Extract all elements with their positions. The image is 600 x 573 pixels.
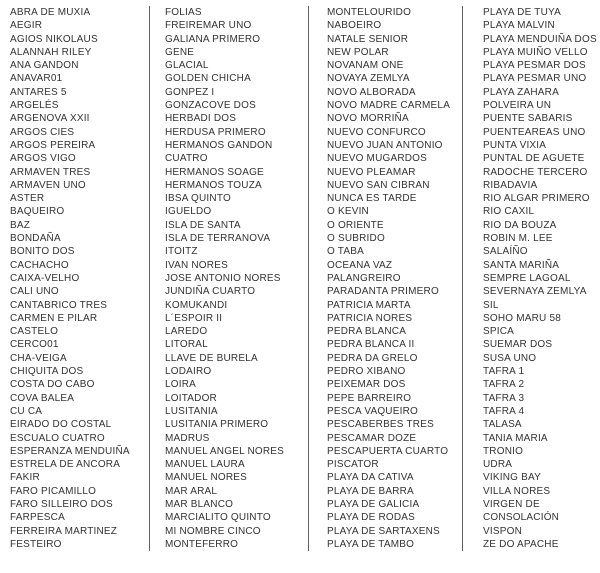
list-item: CU CA [10,405,43,417]
list-item: IBSA QUINTO [165,193,231,205]
list-item: PATRICIA NORES [327,312,413,324]
list-item: MANUEL LAURA [165,459,245,471]
list-item: FERREIRA MARTINEZ [10,525,118,537]
list-item: LUSITANIA [165,405,218,417]
list-item: TAFRA 3 [483,392,525,404]
list-item: FOLIAS [165,7,202,18]
list-item: ARMAVEN UNO [10,179,86,191]
list-item: PEDRA BLANCA [327,326,407,338]
list-item: BONITO DOS [10,246,75,258]
list-item: PALANGREIRO [327,272,401,284]
list-item: AEGIR [10,20,43,32]
list-item: FAKIR [10,472,40,484]
list-item: BAQUEIRO [10,206,65,218]
list-item: JUNDIÑA CUARTO [165,286,256,298]
list-item: MANUEL ANGEL NORES [165,445,285,457]
list-item: PEDRA DA GRELO [327,352,418,364]
list-item: HERBADI DOS [165,113,237,125]
list-item: ARGELÉS [10,100,59,112]
list-item: SIL [483,299,499,311]
list-item: NATALE SENIOR [327,33,409,45]
list-item: ARMAVEN TRES [10,166,91,178]
list-item: VILLA NORES [483,485,551,497]
list-item: CUATRO [165,153,208,165]
list-item: PLAYA DE RODAS [327,512,416,524]
list-item: PLAYA MENDUIÑA DOS [483,33,597,45]
list-item: OCEANA VAZ [327,259,393,271]
list-column-1 [0,6,150,551]
list-item: O KEVIN [327,206,369,218]
list-item: VIKING BAY [483,472,541,484]
list-item: PLAYA MUIÑO VELLO [483,46,588,58]
list-item: POLVEIRA UN [483,100,552,112]
list-item: O ORIENTE [327,219,384,231]
list-item: CASTELO [10,326,59,338]
list-item: PATRICIA MARTA [327,299,411,311]
list-item: ESPERANZA MENDUIÑA [10,445,130,457]
list-item: TALASA [483,419,522,431]
list-item: PEDRA BLANCA II [327,339,415,351]
list-item: ARGOS VIGO [10,153,76,165]
list-item: L´ESPOIR II [165,312,223,324]
list-item: VISPON [483,525,522,537]
list-item: AGIOS NIKOLAUS [10,33,98,45]
list-item: BONDAÑA [10,233,61,245]
list-item: ARGOS PEREIRA [10,139,96,151]
list-item: ABRA DE MUXIA [10,7,91,18]
list-item: PESCAMAR DOZE [327,432,417,444]
list-item: RIO CAXIL [483,206,535,218]
list-item: SANTA MARIÑA [483,259,560,271]
list-item: GONPEZ I [165,86,215,98]
list-item: ANAVAR01 [10,73,63,85]
list-item: IVAN NORES [165,259,228,271]
list-item: NOVO MADRE CARMELA [327,100,451,112]
list-item: CAIXA-VELHO [10,272,80,284]
list-item: MI NOMBRE CINCO [165,525,261,537]
list-item: EIRADO DO COSTAL [10,419,112,431]
list-item: SEVERNAYA ZEMLYA [483,286,587,298]
list-item: SUSA UNO [483,352,537,364]
list-item: HERMANOS GANDON [165,139,273,151]
list-item: PUNTAL DE AGUETE [483,153,585,165]
list-item: PEPE BARREIRO [327,392,412,404]
list-item: LOITADOR [165,392,217,404]
list-item: O TABA [327,246,364,258]
list-item: CHIQUITA DOS [10,366,84,378]
list-item: TAFRA 4 [483,405,525,417]
list-item: GLACIAL [165,60,209,72]
list-item: CACHACHO [10,259,69,271]
list-item: NOVO ALBORADA [327,86,416,98]
list-item: UDRA [483,459,513,471]
list-column-3 [309,6,463,551]
list-item: O SUBRIDO [327,233,385,245]
list-item: PLAYA DA CATIVA [327,472,414,484]
list-item: PLAYA ZAHARA [483,86,559,98]
list-item: TANIA MARIA [483,432,548,444]
list-item: GONZACOVE DOS [165,100,256,112]
list-column-2 [150,6,309,551]
list-item: PLAYA PESMAR DOS [483,60,586,72]
list-item: ARGOS CIES [10,126,75,138]
list-item: CALI UNO [10,286,59,298]
list-item: LOIRA [165,379,197,391]
list-item: CANTABRICO TRES [10,299,108,311]
list-item: PLAYA DE GALICIA [327,498,420,510]
list-item: CHA-VEIGA [10,352,67,364]
list-item: ZE DO APACHE [483,538,559,550]
list-item: NOVAYA ZEMLYA [327,73,410,85]
list-item: GALIANA PRIMERO [165,33,261,45]
list-item: LODAIRO [165,366,212,378]
list-item: ESTRELA DE ANCORA [10,459,121,471]
list-item: NABOEIRO [327,20,382,32]
list-item: NOVO MORRIÑA [327,113,409,125]
list-item: IGUELDO [165,206,212,218]
list-item: KOMUKANDI [165,299,228,311]
list-item: ITOITZ [165,246,198,258]
list-item: ROBIN M. LEE [483,233,553,245]
list-item: ARGENOVA XXII [10,113,90,125]
list-item: ANTARES 5 [10,86,67,98]
list-item: ANA GANDON [10,60,79,72]
list-item: COSTA DO CABO [10,379,95,391]
list-item: PLAYA DE TUYA [483,7,562,18]
list-item: PLAYA DE SARTAXENS [327,525,440,537]
list-item: TAFRA 1 [483,366,525,378]
list-item: PEDRO XIBANO [327,366,406,378]
list-item: FARPESCA [10,512,65,524]
list-item: FESTEIRO [10,538,62,550]
list-item: PESCA VAQUEIRO [327,405,418,417]
list-item: LLAVE DE BURELA [165,352,258,364]
list-item: PEIXEMAR DOS [327,379,406,391]
list-item: NUNCA ES TARDE [327,193,417,205]
list-item: FREIREMAR UNO [165,20,252,32]
list-item: SPICA [483,326,515,338]
list-item: SOHO MARU 58 [483,312,561,324]
list-item: ISLA DE TERRANOVA [165,233,271,245]
list-item: TAFRA 2 [483,379,525,391]
list-item: LITORAL [165,339,208,351]
list-item: ESCUALO CUATRO [10,432,105,444]
list-item: TRONIO [483,445,524,457]
list-item: BAZ [10,219,31,231]
list-item: SEMPRE LAGOAL [483,272,571,284]
list-item: PLAYA PESMAR UNO [483,73,587,85]
list-item: PISCATOR [327,459,379,471]
list-item: NOVANAM ONE [327,60,404,72]
list-item: SUEMAR DOS [483,339,553,351]
list-item: NUEVO MUGARDOS [327,153,428,165]
list-item: HERMANOS TOUZA [165,179,262,191]
list-item: ASTER [10,193,45,205]
list-item: SALAÍÑO [483,246,528,258]
list-item: NUEVO CONFURCO [327,126,426,138]
list-item: RADOCHE TERCERO [483,166,588,178]
list-item: ALANNAH RILEY [10,46,92,58]
list-item: MARCIALITO QUINTO [165,512,271,524]
list-item: PLAYA DE TAMBO [327,538,415,550]
list-item: NUEVO PLEAMAR [327,166,416,178]
list-item: PARADANTA PRIMERO [327,286,439,298]
list-item: ISLA DE SANTA [165,219,241,231]
list-item: HERDUSA PRIMERO [165,126,266,138]
list-item: NUEVO SAN CIBRAN [327,179,430,191]
list-item: LAREDO [165,326,208,338]
list-item: HERMANOS SOAGE [165,166,264,178]
list-item: NUEVO JUAN ANTONIO [327,139,443,151]
list-item: MAR ARAL [165,485,218,497]
list-item: JOSE ANTONIO NORES [165,272,281,284]
list-item: CARMEN E PILAR [10,312,98,324]
list-item: MADRUS [165,432,210,444]
list-item: PLAYA MALVIN [483,20,555,32]
list-item: LUSITANIA PRIMERO [165,419,269,431]
list-column-4 [463,6,600,551]
list-item: GENE [165,46,195,58]
list-item: PESCABERBES TRES [327,419,434,431]
list-item: NEW POLAR [327,46,389,58]
list-item: RIO ALGAR PRIMERO [483,193,590,205]
list-item: PUNTA VIXIA [483,139,547,151]
list-item: CERCO01 [10,339,59,351]
list-item: VIRGEN DE [483,498,540,510]
list-item: MONTELOURIDO [327,7,412,18]
list-item: CONSOLACIÓN [483,512,560,524]
list-item: PESCAPUERTA CUARTO [327,445,449,457]
list-item: RIBADAVIA [483,179,538,191]
list-item: COVA BALEA [10,392,75,404]
list-item: PLAYA DE BARRA [327,485,414,497]
list-item: PUENTEAREAS UNO [483,126,586,138]
list-item: FARO PICAMILLO [10,485,97,497]
list-item: MAR BLANCO [165,498,234,510]
list-item: RIO DA BOUZA [483,219,557,231]
list-item: MONTEFERRO [165,538,239,550]
list-item: GOLDEN CHICHA [165,73,251,85]
list-item: FARO SILLEIRO DOS [10,498,113,510]
list-item: MANUEL NORES [165,472,248,484]
list-item: PUENTE SABARIS [483,113,573,125]
